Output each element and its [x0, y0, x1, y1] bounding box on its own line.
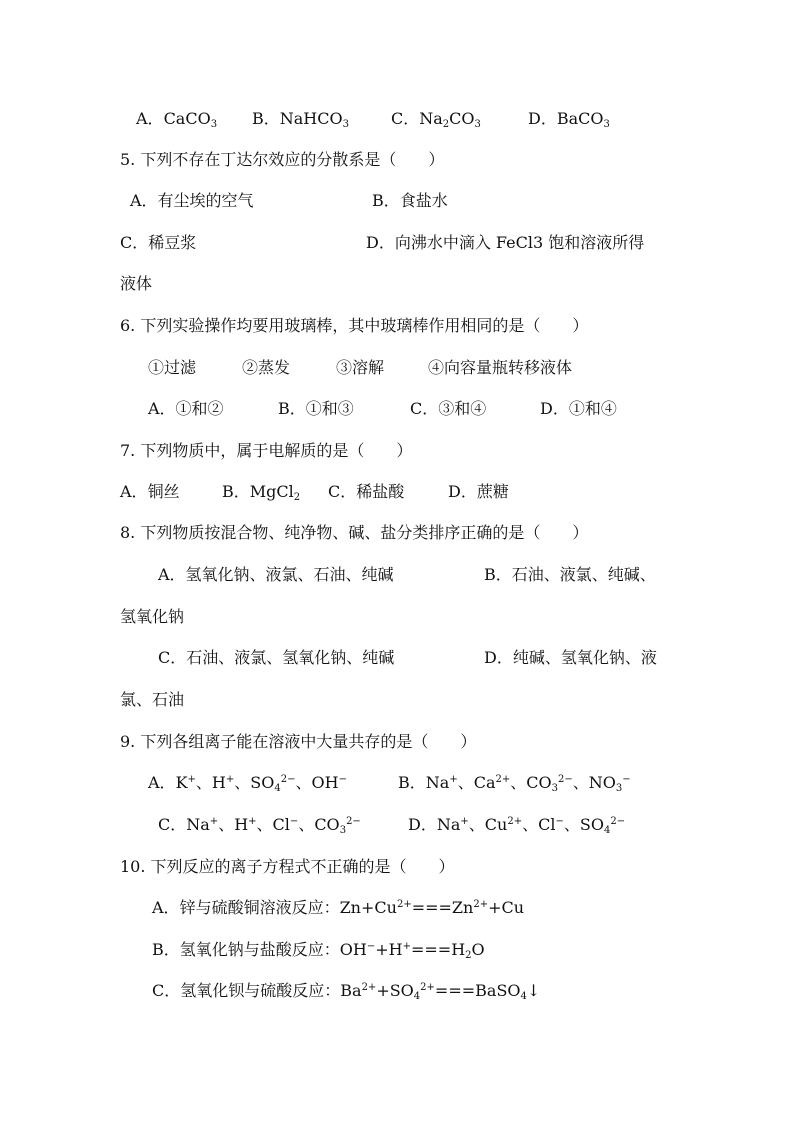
q10-option-c — [152, 980, 540, 1002]
option-label: C． — [391, 109, 420, 128]
formula-text: Na — [186, 815, 210, 834]
formula-text: Na — [419, 109, 443, 128]
q7-option-a — [120, 481, 180, 503]
subscript: 3 — [342, 119, 349, 130]
option-label: D． — [408, 815, 437, 834]
q4-option-c — [391, 108, 481, 130]
q8-option-c: C．石油、液氯、氢氧化钠、纯碱 — [158, 648, 395, 667]
q5-option-b: B．食盐水 — [372, 191, 448, 210]
subscript: 3 — [551, 783, 558, 794]
superscript: 2+ — [396, 899, 412, 910]
superscript: 2− — [610, 816, 626, 827]
superscript: 2+ — [495, 774, 511, 785]
formula-text: NaHCO — [279, 109, 343, 128]
option-label: D． — [448, 482, 477, 501]
subscript: 4 — [520, 991, 527, 1002]
superscript: 2+ — [507, 816, 523, 827]
superscript: + — [460, 816, 469, 827]
subscript: 4 — [413, 991, 421, 1002]
formula-text: K — [175, 773, 188, 792]
q6-item-1: ①过滤 — [148, 358, 197, 377]
q8-option-a: A．氢氧化钠、液氯、石油、纯碱 — [158, 565, 394, 584]
q4-option-d — [528, 108, 610, 130]
formula-text: 氢氧化钡与硫酸反应：Ba — [180, 981, 362, 1000]
superscript: − — [555, 816, 564, 827]
option-label: C． — [328, 482, 357, 501]
q5-option-d-continued: 液体 — [120, 274, 153, 293]
superscript: + — [225, 774, 235, 785]
formula-text: MgCl — [249, 482, 294, 501]
subscript: 4 — [274, 783, 281, 794]
formula-text: +Cu — [488, 898, 525, 917]
subscript: 2 — [465, 950, 472, 961]
q8-stem: 8. 下列物质按混合物、纯净物、碱、盐分类排序正确的是（ ） — [120, 523, 589, 542]
option-label: A． — [152, 898, 180, 917]
superscript: 2− — [558, 774, 573, 785]
formula-text: 、Cl — [522, 815, 556, 834]
q10-stem: 10. 下列反应的离子方程式不正确的是（ ） — [120, 857, 455, 876]
superscript: 2+ — [473, 899, 489, 910]
option-label: C． — [152, 981, 181, 1000]
superscript: + — [248, 816, 257, 827]
subscript: 3 — [210, 119, 218, 130]
formula-text: CO — [449, 109, 475, 128]
q6-option-a: A．①和② — [148, 399, 224, 418]
subscript: 3 — [603, 119, 610, 130]
option-label: B． — [152, 940, 180, 959]
superscript: + — [209, 816, 219, 827]
subscript: 3 — [474, 119, 481, 130]
formula-text: 蔗糖 — [476, 482, 509, 501]
formula-text: O — [471, 940, 485, 959]
q10-option-a — [152, 897, 524, 919]
superscript: − — [338, 774, 347, 785]
subscript: 4 — [603, 825, 611, 836]
subscript: 2 — [293, 492, 301, 503]
formula-text: 、Cu — [468, 815, 508, 834]
formula-text: BaCO — [556, 109, 604, 128]
formula-text: 、Cl — [256, 815, 290, 834]
formula-text: +SO — [376, 981, 414, 1000]
option-label: C． — [158, 815, 187, 834]
formula-text: 、CO — [298, 815, 340, 834]
superscript: 2− — [346, 816, 361, 827]
q6-item-3: ③溶解 — [336, 358, 385, 377]
formula-text: Na — [436, 815, 461, 834]
q9-stem: 9. 下列各组离子能在溶液中大量共存的是（ ） — [120, 732, 477, 751]
q7-option-c — [328, 481, 404, 503]
option-label: B． — [398, 773, 426, 792]
formula-text: 、NO — [572, 773, 616, 792]
formula-text: 锌与硫酸铜溶液反应：Zn+Cu — [179, 898, 397, 917]
formula-text: ===BaSO — [434, 981, 521, 1000]
q9-option-d — [408, 814, 625, 836]
formula-text: 、H — [218, 815, 249, 834]
superscript: − — [289, 816, 299, 827]
superscript: − — [622, 774, 631, 785]
formula-text: +H — [375, 940, 403, 959]
q6-option-d: D．①和④ — [540, 399, 617, 418]
q6-stem: 6. 下列实验操作均要用玻璃棒，其中玻璃棒作用相同的是（ ） — [120, 316, 589, 335]
superscript: − — [366, 941, 376, 952]
q9-option-b — [398, 772, 631, 794]
superscript: + — [449, 774, 458, 785]
q9-option-c — [158, 814, 361, 836]
formula-text: 、SO — [563, 815, 604, 834]
q8-option-b: B．石油、液氯、纯碱、 — [484, 565, 656, 584]
q5-option-a: A．有尘埃的空气 — [130, 191, 254, 210]
formula-text: 铜丝 — [147, 482, 180, 501]
q7-option-b — [222, 481, 300, 503]
q5-stem: 5. 下列不存在丁达尔效应的分散系是（ ） — [120, 150, 445, 169]
q4-option-a — [136, 108, 217, 130]
q5-option-d: D．向沸水中滴入 FeCl3 饱和溶液所得 — [366, 233, 645, 252]
superscript: + — [402, 941, 411, 952]
formula-text: 、CO — [510, 773, 552, 792]
q4-option-b — [252, 108, 349, 130]
q6-option-b: B．①和③ — [278, 399, 354, 418]
formula-text: 稀盐酸 — [356, 482, 405, 501]
superscript: + — [187, 774, 196, 785]
formula-text: ↓ — [526, 981, 541, 1000]
q7-option-d — [448, 481, 509, 503]
superscript: 2+ — [361, 982, 377, 993]
option-label: B． — [252, 109, 280, 128]
formula-text: Na — [425, 773, 450, 792]
q8-option-d: D．纯碱、氢氧化钠、液 — [484, 648, 657, 667]
q10-option-b — [152, 939, 485, 961]
subscript: 3 — [615, 783, 623, 794]
subscript: 2 — [442, 119, 450, 130]
superscript: 2− — [280, 774, 296, 785]
q6-item-2: ②蒸发 — [242, 358, 291, 377]
option-label: D． — [528, 109, 557, 128]
option-label: B． — [222, 482, 250, 501]
formula-text: 、H — [195, 773, 226, 792]
formula-text: 、OH — [295, 773, 339, 792]
superscript: 2+ — [420, 982, 435, 993]
option-label: A． — [136, 109, 164, 128]
option-label: A． — [148, 773, 176, 792]
formula-text: ===Zn — [411, 898, 474, 917]
q6-item-4: ④向容量瓶转移液体 — [428, 358, 573, 377]
subscript: 3 — [339, 825, 347, 836]
q8-option-d-continued: 氯、石油 — [120, 690, 185, 709]
formula-text: CaCO — [163, 109, 211, 128]
q6-option-c: C．③和④ — [410, 399, 487, 418]
q9-option-a — [148, 772, 347, 794]
q5-option-c: C．稀豆浆 — [120, 233, 197, 252]
q8-option-b-continued: 氢氧化钠 — [120, 607, 185, 626]
option-label: A． — [120, 482, 148, 501]
formula-text: ===H — [410, 940, 466, 959]
formula-text: 、Ca — [457, 773, 496, 792]
q7-stem: 7. 下列物质中，属于电解质的是（ ） — [120, 441, 413, 460]
formula-text: 氢氧化钠与盐酸反应：OH — [179, 940, 367, 959]
formula-text: 、SO — [234, 773, 275, 792]
